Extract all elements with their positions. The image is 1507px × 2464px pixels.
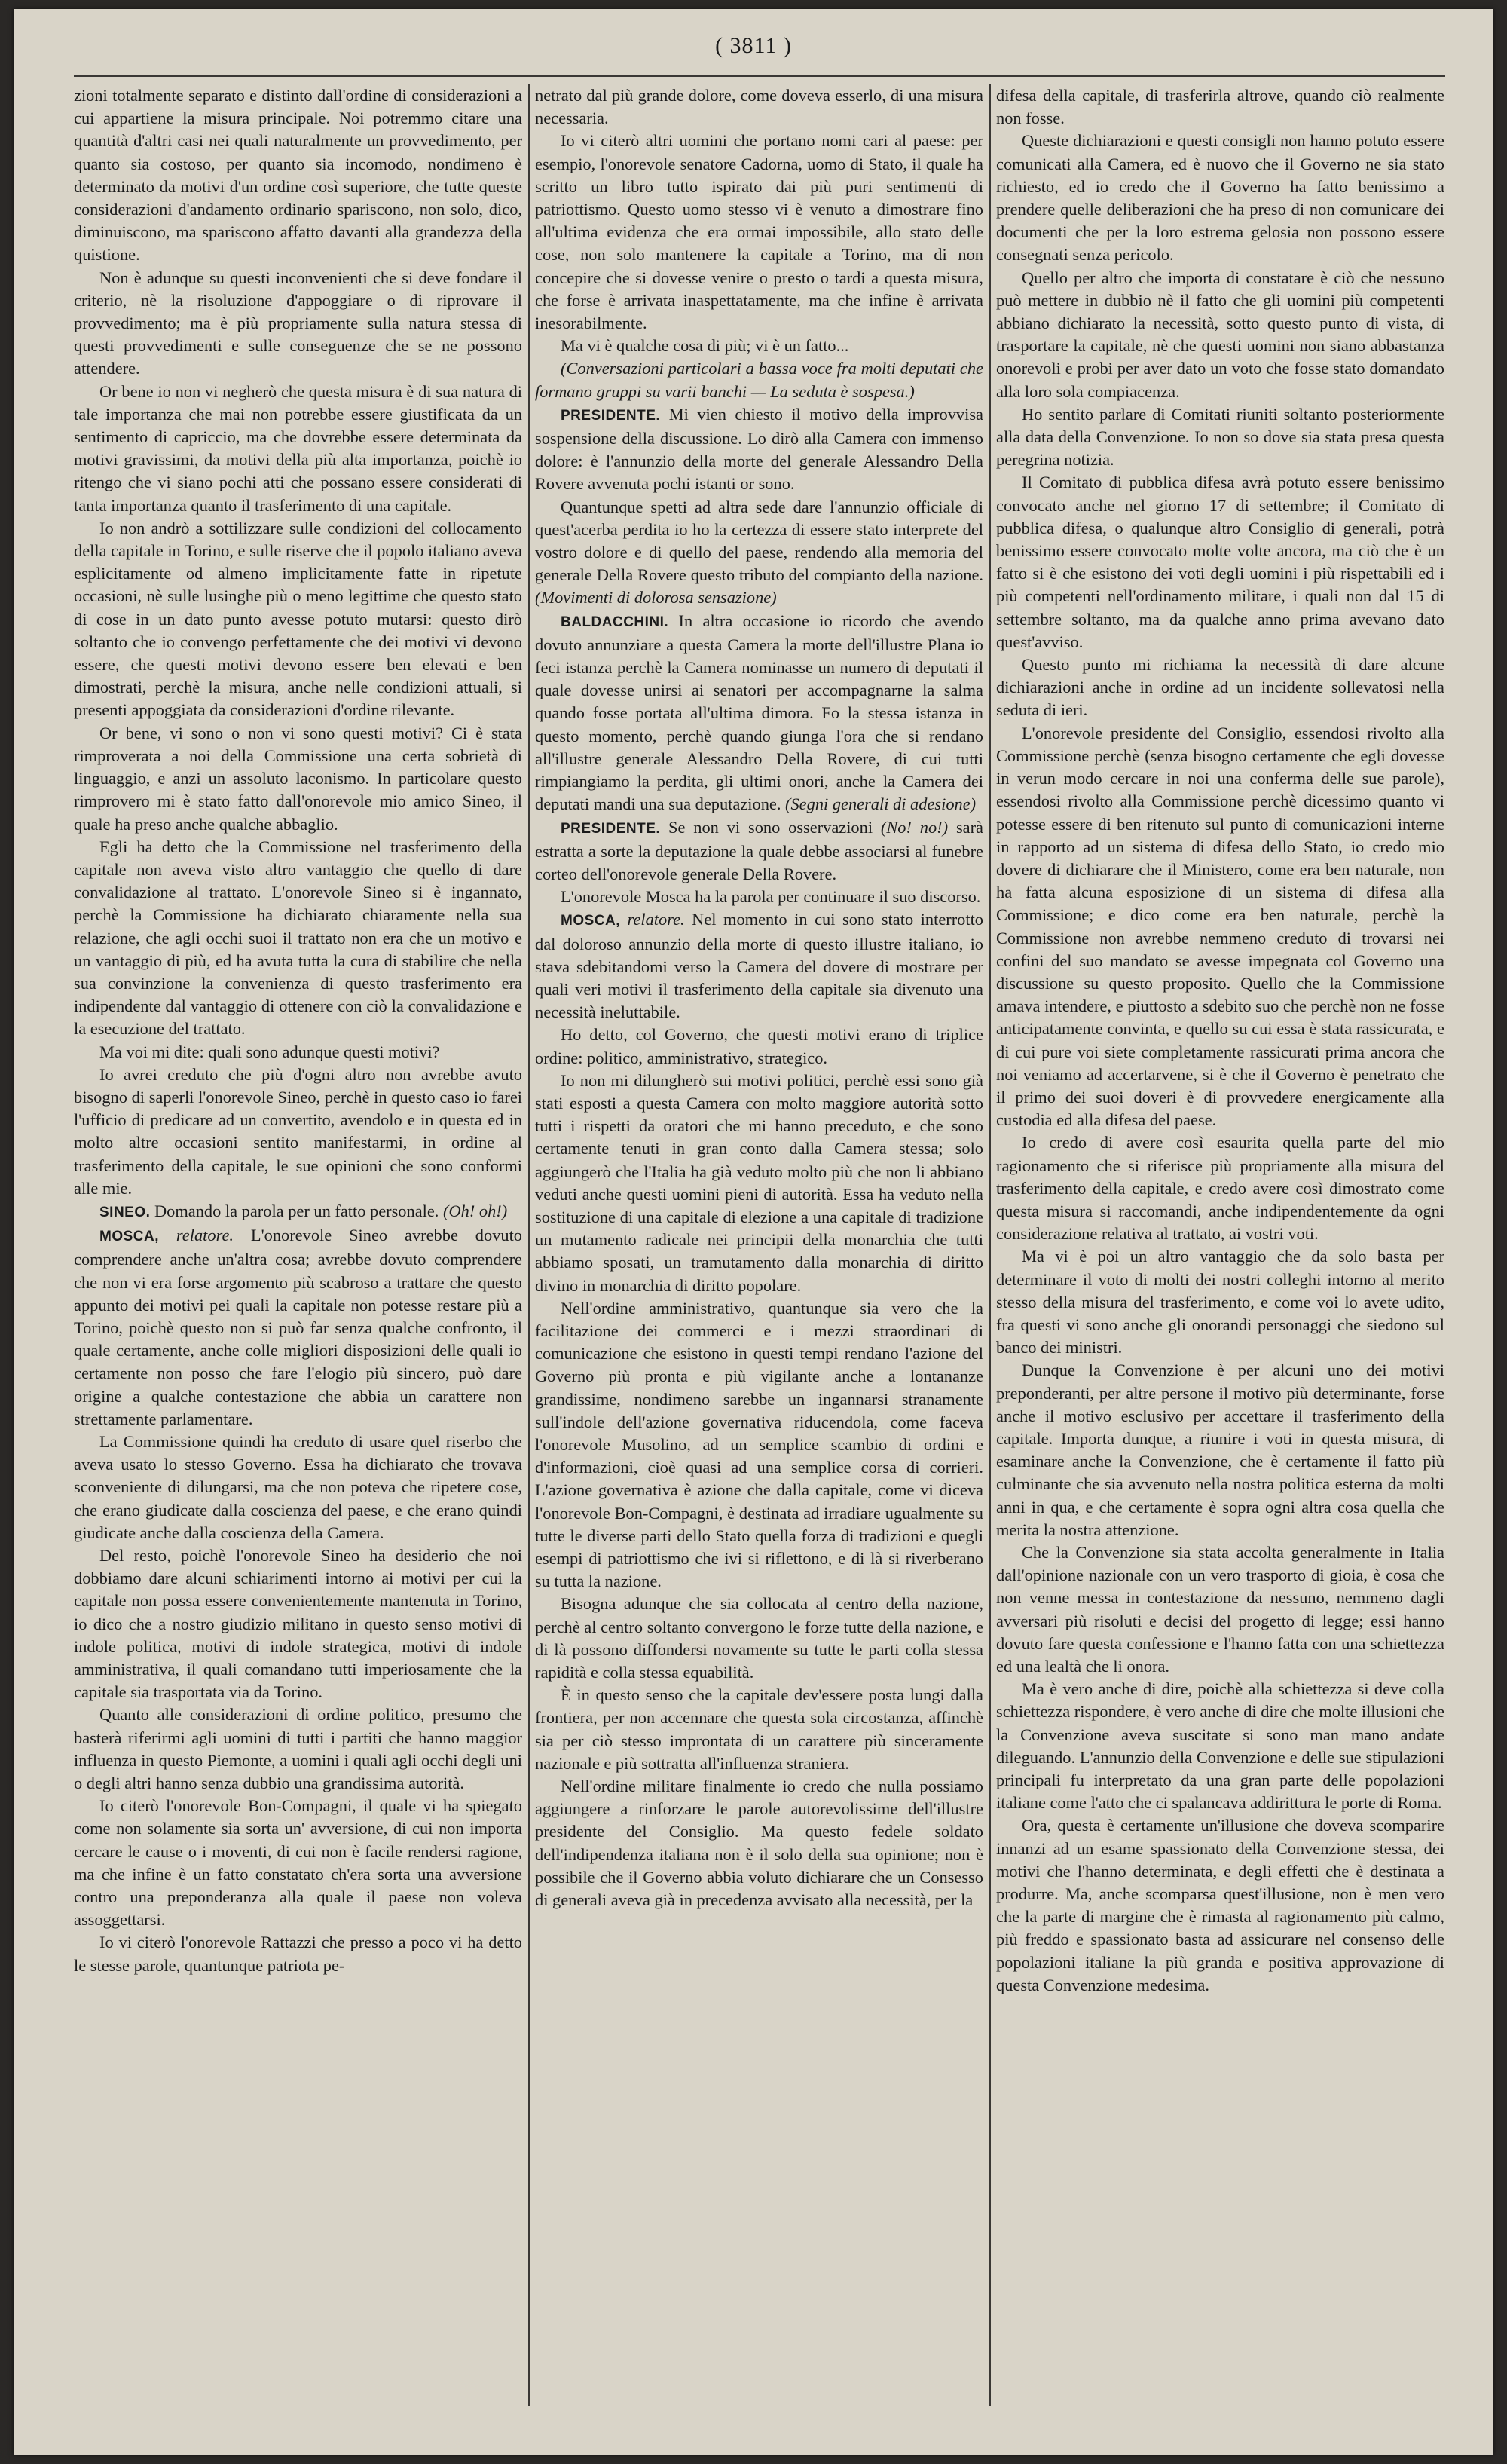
paragraph: Io non mi dilungherò sui motivi politici, perchè essi sono già stati esposti a questa Camera con molto maggiore autorità sotto tutti i rispetti da oratori che mi hanno preceduto, e che sono certamente tenuti in gran conto dalla Camera stessa; solo aggiungerò che l'Italia ha già veduto molto più che non li abbiano veduti anche questi uomini pieni di autorità. Essa ha veduto nella sostituzione di una capitale di elezione a una capitale di tradizione un mutamento radicale nei principii della monarchia che tutti abbiamo sposati, un tramutamento dalla monarchia di diritto divino in monarchia di diritto popolare. xyxy=(535,1070,983,1295)
paragraph: Non è adunque su questi inconvenienti che si deve fondare il criterio, nè la risoluzione d'appoggiare o di riprovare il provvedimento; ma è più propriamente sulla natura stessa di questi provvedimenti e sulle conseguenze che se ne possono attendere. xyxy=(74,268,522,378)
speaker-name: BALDACCHINI. xyxy=(561,614,669,630)
paragraph: Nell'ordine amministrativo, quantunque sia vero che la facilitazione dei commerci e i mezzi straordinari di comunicazione che esistono in questi tempi rendano l'azione del Governo più pronta e più vigilante anche a lontananze grandissime, nondimeno sarebbe un ingannarsi stranamente sull'indole dell'azione governativa riducendola, come faceva l'onorevole Musolino, ad un semplice scambio di ordini e d'informazioni, cioè quasi ad una semplice corsa di corrieri. L'azione governativa è azione che dalla capitale, come vi diceva l'onorevole Bon-Compagni, è destinata ad irradiare ugualmente su tutte le diverse parti dello Stato quella forza di tradizioni e quegli esempi di patriottismo che ivi si riflettono, e di là si riverberano su tutta la nazione. xyxy=(535,1298,983,1591)
speech-text: sarà estratta a sorte la deputazione la quale debbe associarsi al funebre corteo dell'onorevole generale Della Rovere. xyxy=(535,817,983,883)
speech-text: Nel momento in cui sono stato interrotto dal doloroso annunzio della morte di questo illustre italiano, io stava sdebitandomi verso la Camera del dovere di mostrare per quali veri motivi il trasferimento della capitale sia divenuto una necessità ineluttabile. xyxy=(535,910,983,1022)
speaker-name: PRESIDENTE. xyxy=(561,407,661,424)
paragraph: Queste dichiarazioni e questi consigli non hanno potuto essere comunicati alla Camera, ed è nuovo che il Governo ne sia stato richiesto, ed io credo che il Governo ha fatto benissimo a prendere quelle deliberazioni che ha preso di non comunicare dei documenti che per la loro estrema gelosia non possono essere consegnati senza pericolo. xyxy=(996,131,1444,265)
paragraph: difesa della capitale, di trasferirla altrove, quando ciò realmente non fosse. xyxy=(996,86,1444,128)
speech-text: L'onorevole Sineo avrebbe dovuto comprendere anche un'altra cosa; avrebbe dovuto comprendere che non vi era forse argomento più scabroso a trattare che questo appunto dei motivi pei quali la capitale non potesse restare più a Torino, poichè questo non si può far senza qualche confronto, il quale certamente, anche colle migliori disposizioni delle quali io certamente non posso che fare l'elogio più sincero, può dare origine a qualche contestazione che abbia un carattere non strettamente parlamentare. xyxy=(74,1226,522,1428)
paragraph: Quello per altro che importa di constatare è ciò che nessuno può mettere in dubbio nè il fatto che gli uomini più competenti abbiano dichiarato la necessità, sotto questo punto di vista, di trasportare la capitale, nè che questi uomini non siano abbastanza onorevoli e probi per aver dato un voto che fosse stato domandato alla loro sola compiacenza. xyxy=(996,268,1444,401)
paragraph: Ora, questa è certamente un'illusione che doveva scomparire innanzi ad un esame spassionato della Convenzione stessa, dei motivi che l'hanno determinata, e degli effetti che è destinata a produrre. Ma, anche scomparsa quest'illusione, non è men vero che la parte di margine che è rimasta al ragionamento più calmo, più freddo e spassionato basta ad assicurare nel consenso delle popolazioni italiane la più granda e positiva approvazione di questa Convenzione medesima. xyxy=(996,1816,1444,1994)
speech-text: Quantunque spetti ad altra sede dare l'annunzio officiale di quest'acerba perdita io ho la certezza di essere stato interprete del vostro dolore e di quello del paese, rendendo alla memoria del generale Della Rovere questo tributo del compianto della nazione. xyxy=(535,497,983,585)
page-number: ( 3811 ) xyxy=(715,33,792,58)
paragraph: Io citerò l'onorevole Bon-Compagni, il quale vi ha spiegato come non solamente sia sorta un' avversione, di cui non importa cercare le cause o i moventi, di cui non è facile rendersi ragione, ma che infine è un fatto constatato ch'era sorta una avversione contro una preponderanza alla quale il paese non voleva assoggettarsi. xyxy=(74,1796,522,1930)
paragraph: Del resto, poichè l'onorevole Sineo ha desiderio che noi dobbiamo dare alcuni schiarimenti intorno ai motivi per cui la capitale non possa essere convenientemente mantenuta in Torino, io dico che a nostro giudizio militano in questo senso motivi di indole politica, motivi di indole strategica, motivi di indole amministrativa, il quali comandano tutti imperiosamente che la capitale sia trasportata via da Torino. xyxy=(74,1546,522,1702)
speech-paragraph xyxy=(74,1200,522,1224)
paragraph: Che la Convenzione sia stata accolta generalmente in Italia dall'opinione nazionale con un vero trasporto di gioia, è cosa che non venne messa in contestazione da nessuno, nemmeno dagli avversari più risoluti e decisi del progetto di legge; essi hanno dovuto fare questa confessione e l'hanno fatta con una schiettezza ed una lealtà che li onora. xyxy=(996,1543,1444,1676)
header-rule xyxy=(74,75,1445,77)
speech-text: Domando la parola per un fatto personale. xyxy=(150,1201,443,1220)
paragraph: Il Comitato di pubblica difesa avrà potuto essere benissimo convocato anche nel giorno 17 di settembre; il Comitato di pubblica difesa, o qualunque altro Consiglio di generali, potrà benissimo essere convocato molte volte ancora, ma ciò che è un fatto si è che esistono dei voti degli uomini i più rispettabili ed i più competenti nell'ordinamento militare, i quali non dal 15 di settembre soltanto, ma da qualche anno prima avevano dato quest'avviso. xyxy=(996,473,1444,651)
paragraph: Nell'ordine militare finalmente io credo che nulla possiamo aggiungere a rinforzare le parole autorevolissime dell'illustre presidente del Consiglio. Ma questo fedele soldato dell'indipendenza italiana non è il solo della sua opinione; non è possibile che il Governo abbia voluto dichiarare che un Consesso di generali aveva già in precedenza avvisato alla necessità, per la xyxy=(535,1777,983,1910)
column-left xyxy=(74,84,522,2406)
paragraph: netrato dal più grande dolore, come doveva esserlo, di una misura necessaria. xyxy=(535,86,983,128)
paragraph: Ho sentito parlare di Comitati riuniti soltanto posteriormente alla data della Convenzione. Io non so dove sia stata presa questa peregrina notizia. xyxy=(996,404,1444,470)
speech-text: Se non vi sono osservazioni xyxy=(660,817,881,837)
paragraph: L'onorevole presidente del Consiglio, essendosi rivolto alla Commissione perchè (senza bisogno certamente che egli dovesse in verun modo cercare in noi una conferma delle sue parole), essendosi rivolto alla Commissione perchè dicessimo quanto vi potesse essere di ben ritenuto sul punto di comunicazioni interne in rapporto ad un sistema di difesa dello Stato, io credo mio dovere di dichiarare che il Ministero, come era ben naturale, non ha fatta alcuna esposizione di un sistema di difesa alla Commissione; e dico come era ben naturale, perchè la Commissione non avrebbe nemmeno creduto di trovarsi nei confini del suo mandato se avesse impegnata col Governo una discussione su questo proposito. Quello che la Commissione amava intendere, e piuttosto a sdebito suo che perchè non ne fosse anticipatamente convinta, e quello su cui essa è stata rassicurata, e di cui pure voi siete completamente rassicurati prima ancora che noi veniamo ad accertarvene, si è che il Governo è penetrato che il primo dei suoi doveri è di provvedere energicamente alla custodia ed alla difesa del paese. xyxy=(996,723,1444,1130)
stage-direction: (Conversazioni particolari a bassa voce fra molti deputati che formano gruppi su varii banchi — La seduta è sospesa.) xyxy=(535,359,983,401)
speech-paragraph xyxy=(535,816,983,886)
paragraph: Or bene io non vi negherò che questa misura è di sua natura di tale importanza che mai non potrebbe essere giustificata da un sentimento di capriccio, ma che dovrebbe essere determinata da motivi gravissimi, da motivi della più alta importanza, poichè io ritengo che vi siano pochi atti che possano essere considerati di tanta importanza quanto il trasferimento di una capitale. xyxy=(74,381,522,515)
paragraph: zioni totalmente separato e distinto dall'ordine di considerazioni a cui appartiene la misura principale. Noi potremmo citare una quantità d'altri casi nei quali naturalmente un provvedimento, per quanto sia costoso, per quanto sia incomodo, nondimeno è determinato da motivi d'un ordine così superiore, che tutte queste considerazioni d'andamento ordinario spariscono, non solo, dico, diminuiscono, ma spariscono affatto davanti alla grandezza della quistione. xyxy=(74,86,522,265)
speaker-name: SINEO. xyxy=(99,1204,151,1220)
text-columns xyxy=(74,84,1445,2406)
paragraph: Ho detto, col Governo, che questi motivi erano di triplice ordine: politico, amministrativo, strategico. xyxy=(535,1025,983,1067)
paragraph: La Commissione quindi ha creduto di usare quel riserbo che aveva usato lo stesso Governo. Essa ha dichiarato che trovava sconveniente di dilungarsi, ma che non poteva che ripetere cose, che erano giudicate dalla coscienza del paese, e che erano quindi giudicate anche dalla coscienza della Camera. xyxy=(74,1431,522,1542)
paragraph: Quanto alle considerazioni di ordine politico, presumo che basterà riferirmi agli uomini di tutti i partiti che hanno maggior influenza in questo Piemonte, a uomini i quali agli occhi degli uni o degli altri hanno senza dubbio una grandissima autorità. xyxy=(74,1705,522,1793)
interjection: (Oh! oh!) xyxy=(443,1201,508,1220)
paragraph: Bisogna adunque che sia collocata al centro della nazione, perchè al centro soltanto convergono le forze tutte della nazione, e di là possono diffondersi novamente su tutte le parti colla stessa rapidità e colla stessa equabilità. xyxy=(535,1594,983,1682)
paragraph: Io credo di avere così esaurita quella parte del mio ragionamento che si riferisce più propriamente alla misura del trasferimento della capitale, e credo avere così dimostrato come questa misura si raccomandi, anche indipendentemente da ogni considerazione relativa al trattato, ai vostri voti. xyxy=(996,1133,1444,1244)
paragraph: Io non andrò a sottilizzare sulle condizioni del collocamento della capitale in Torino, e sulle riserve che il popolo italiano aveva esplicitamente od almeno implicitamente fatte in ripetute occasioni, nè sulle lusinghe più o meno legittime che questo stato di cose in un dato punto avesse potuto mutarsi: questo dirò soltanto che io convengo perfettamente che dei motivi vi devono essere, che questi motivi devono essere ben elevati e ben dimostrati, perchè la misura, anche nelle condizioni attuali, si presenti appoggiata da considerazioni d'ordine rilevante. xyxy=(74,518,522,720)
stage-direction: (Segni generali di adesione) xyxy=(785,794,977,814)
speaker-role: relatore. xyxy=(620,910,685,929)
speech-paragraph xyxy=(535,610,983,816)
paragraph: Dunque la Convenzione è per alcuni uno dei motivi preponderanti, per altre persone il motivo più determinante, forse anche il motivo esclusivo per accettare il trasferimento della capitale. Importa dunque, a riunire i voti in questa misura, di esaminare anche la Convenzione, che è certamente il fatto più culminante che sia avvenuto nella nostra politica esterna da molti anni in qua, e che certamente è sopra ogni altra cosa quella che merita la nostra attenzione. xyxy=(996,1361,1444,1539)
speaker-name: MOSCA, xyxy=(99,1229,159,1245)
paragraph: L'onorevole Mosca ha la parola per continuare il suo discorso. xyxy=(561,887,981,907)
paragraph xyxy=(535,496,983,610)
speech-paragraph xyxy=(535,908,983,1024)
paragraph: Questo punto mi richiama la necessità di dare alcune dichiarazioni anche in ordine ad un incidente sollevatosi nella seduta di ieri. xyxy=(996,655,1444,720)
column-rule xyxy=(989,84,991,2406)
paragraph: Or bene, vi sono o non vi sono questi motivi? Ci è stata rimproverata a noi della Commissione una certa sobrietà di linguaggio, e anzi un assoluto laconismo. In particolare questo rimprovero mi è stato fatto dall'onorevole mio amico Sineo, il quale ha preso anche qualche abbaglio. xyxy=(74,723,522,834)
speaker-name: PRESIDENTE. xyxy=(561,820,661,837)
column-right xyxy=(996,84,1444,2406)
interjection: (No! no!) xyxy=(880,817,949,837)
paragraph: È in questo senso che la capitale dev'essere posta lungi dalla frontiera, per non accennare che questa sola circostanza, affinchè sia per ciò stesso improntata di un carattere più sinceramente nazionale e più sottratta all'influenza straniera. xyxy=(535,1685,983,1773)
newspaper-page xyxy=(14,9,1493,2455)
paragraph: Ma vi è poi un altro vantaggio che da solo basta per determinare il voto di molti dei nostri colleghi intorno al merito stesso della misura del trasferimento, e come voi lo avete udito, fra questi vi sono anche gli onorandi personaggi che siedono sul banco dei ministri. xyxy=(996,1247,1444,1357)
paragraph: Io vi citerò l'onorevole Rattazzi che presso a poco vi ha detto le stesse parole, quantunque patriota pe- xyxy=(74,1933,522,1975)
paragraph: Ma vi è qualche cosa di più; vi è un fatto... xyxy=(561,336,849,356)
paragraph: Ma voi mi dite: quali sono adunque questi motivi? xyxy=(99,1042,440,1061)
paragraph: Io vi citerò altri uomini che portano nomi cari al paese: per esempio, l'onorevole senatore Cadorna, uomo di Stato, il quale ha scritto un libro tutto ispirato dai più puri sentimenti di patriottismo. Questo uomo stesso vi è venuto a dimostrare fino all'ultima evidenza che era ormai impossibile, allo stato delle cose, non solo mantenere la capitale a Torino, ma di non concepire che si dovesse venire o presto o tardi a questa misura, che forse è arrivata inaspettatamente, ma che infine è arrivata inesorabilmente. xyxy=(535,131,983,333)
speech-paragraph xyxy=(74,1224,522,1431)
column-rule xyxy=(528,84,530,2406)
column-middle xyxy=(535,84,983,2406)
speech-text: Mi vien chiesto il motivo della improvvisa sospensione della discussione. Lo dirò alla Camera con immenso dolore: è l'annunzio della morte del generale Alessandro Della Rovere avvenuta pochi istanti or sono. xyxy=(535,404,983,494)
speech-text: In altra occasione io ricordo che avendo dovuto annunziare a questa Camera la morte dell'illustre Plana io feci istanza perchè la Camera nominasse un numero di deputati il quale dovesse unirsi ai senatori per accompagnarne la salma quando fosse portata all'ultima dimora. Fo la stessa istanza in questo momento, perchè quando giunga l'ora che si rendano all'illustre generale Alessandro Della Rovere, di cui tutti rimpiangiamo la perdita, gli ultimi onori, anche la Camera dei deputati mandi una sua deputazione. xyxy=(535,611,983,814)
stage-direction: (Movimenti di dolorosa sensazione) xyxy=(535,588,777,608)
speaker-name: MOSCA, xyxy=(561,913,620,929)
paragraph: Egli ha detto che la Commissione nel trasferimento della capitale non aveva visto altro vantaggio che quello di dare convalidazione al trattato. L'onorevole Sineo si è ingannato, perchè la Commissione ha dichiarato chiaramente nella sua relazione, che agli occhi suoi il trattato non era che un motivo e un vantaggio di più, ed ha avuta tutta la cura di stabilire che nella sua convinzione la convenienza di questo trasferimento era indipendente dal vantaggio di ottenere con ciò la convalidazione e la esecuzione del trattato. xyxy=(74,837,522,1039)
speech-paragraph xyxy=(535,403,983,496)
paragraph: Io avrei creduto che più d'ogni altro non avrebbe avuto bisogno di saperli l'onorevole Sineo, perchè in questo caso io farei l'ufficio di predicare ad un convertito, avendolo e in questa ed in molto altre occasioni sentito manifestarmi, in ordine al trasferimento della capitale, le sue opinioni che sono conformi alle mie. xyxy=(74,1064,522,1198)
paragraph: Ma è vero anche di dire, poichè alla schiettezza si deve colla schiettezza rispondere, è vero anche di dire che molte illusioni che la Convenzione aveva suscitate si sono man mano andate dileguando. L'annunzio della Convenzione e delle sue stipulazioni principali fu interpretato da una gran parte delle popolazioni italiane come l'atto che ci spalancava addirittura le porte di Roma. xyxy=(996,1679,1444,1813)
speaker-role: relatore. xyxy=(159,1226,234,1245)
